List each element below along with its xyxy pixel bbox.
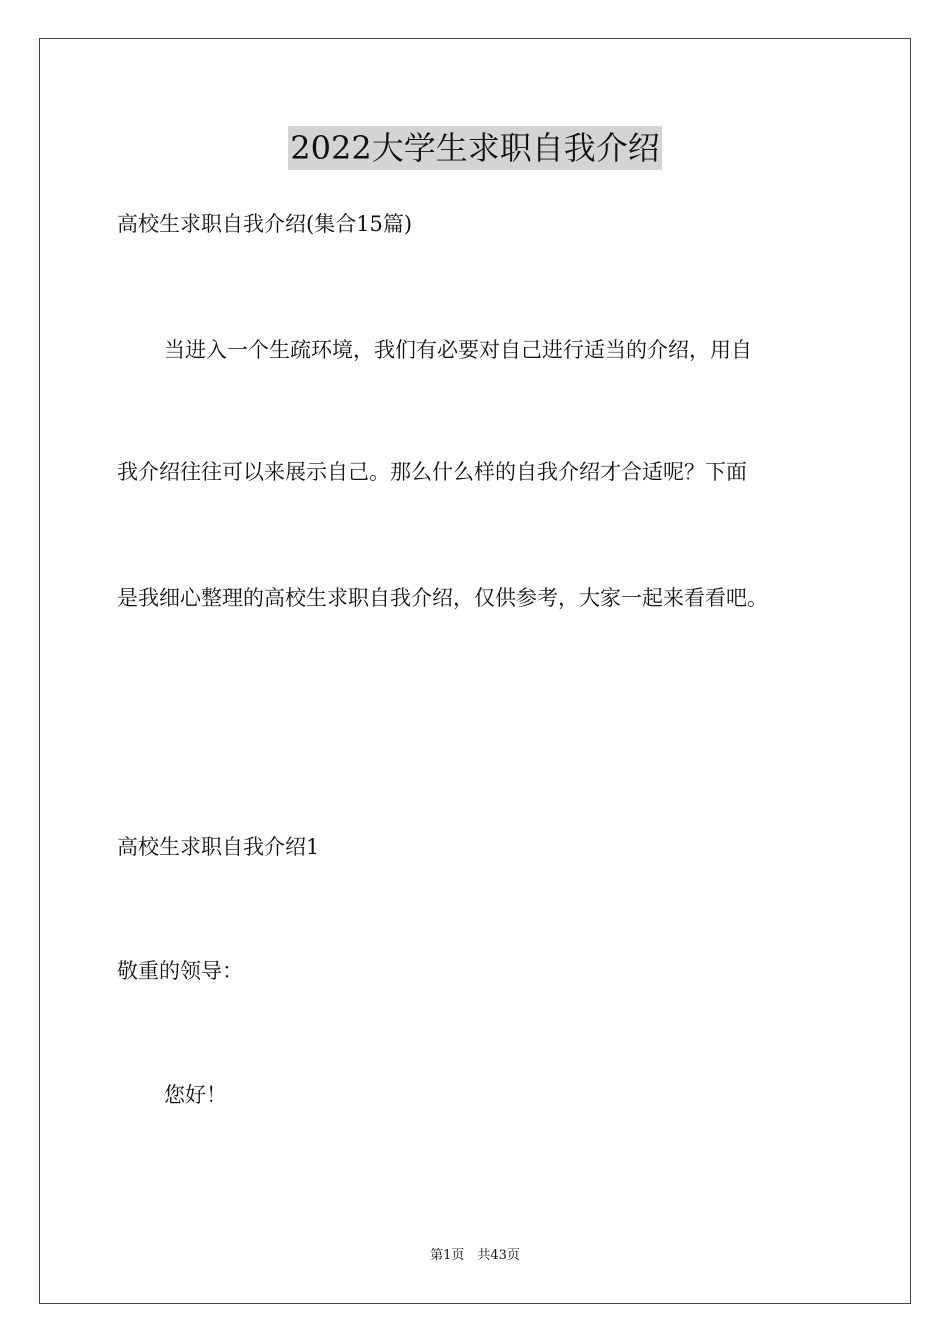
salutation: 敬重的领导： xyxy=(117,959,243,983)
document-title: 2022大学生求职自我介绍 xyxy=(288,126,661,170)
section-heading: 高校生求职自我介绍1 xyxy=(117,835,320,859)
document-subtitle: 高校生求职自我介绍(集合15篇) xyxy=(117,212,413,236)
intro-line-3: 是我细心整理的高校生求职自我介绍，仅供参考，大家一起来看看吧。 xyxy=(117,586,768,610)
page-footer: 第1页 共43页 xyxy=(430,1248,520,1263)
title-container xyxy=(0,126,950,170)
intro-line-2: 我介绍往往可以来展示自己。那么什么样的自我介绍才合适呢？下面 xyxy=(117,460,747,484)
intro-line-1: 当进入一个生疏环境，我们有必要对自己进行适当的介绍，用自 xyxy=(164,338,752,362)
greeting: 您好！ xyxy=(164,1083,227,1107)
